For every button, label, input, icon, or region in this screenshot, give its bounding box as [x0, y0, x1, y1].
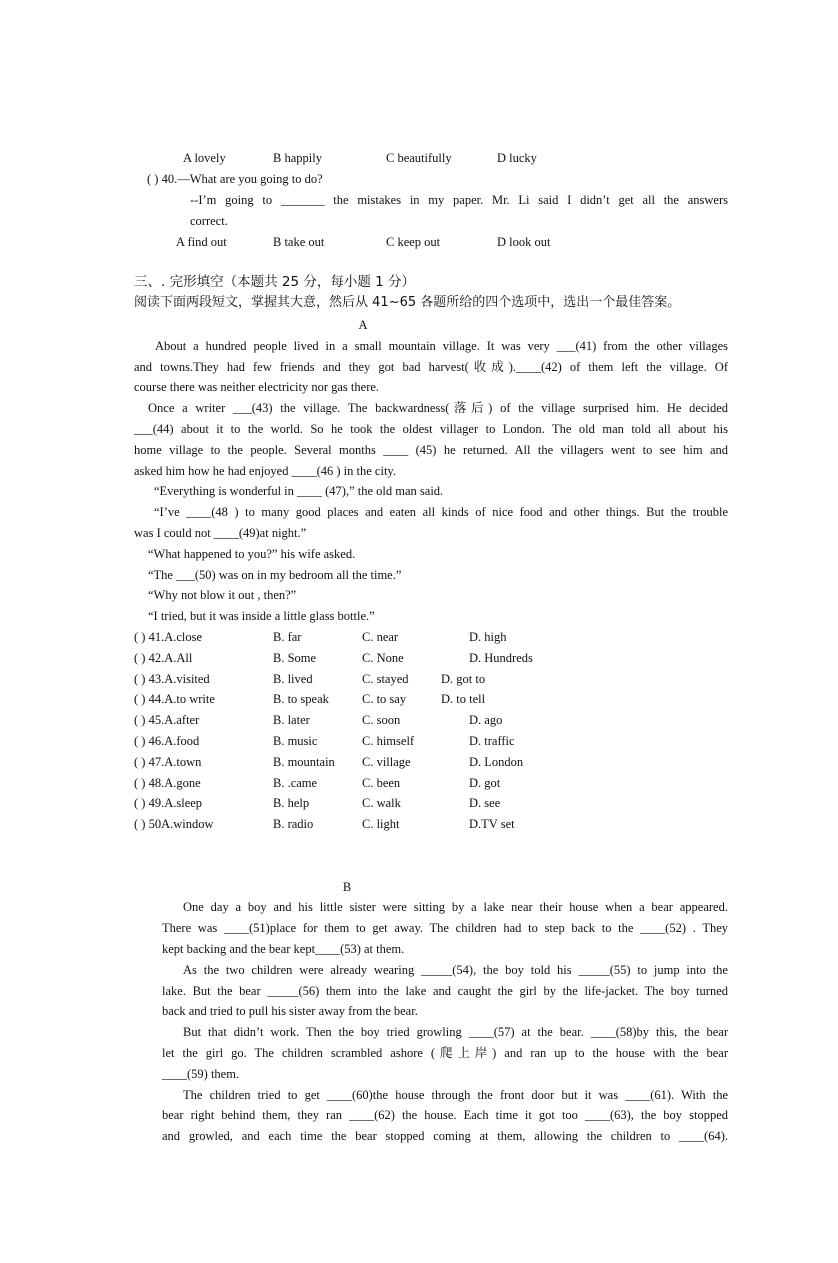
passage-b-line: As the two children were already wearing _____(54), the boy told his _____(55) to jump into the [183, 963, 728, 977]
passage-b-line: kept backing and the bear kept____(53) at them. [162, 942, 405, 956]
option-c: C. None [362, 651, 404, 665]
q39-option-c: C beautifully [386, 151, 452, 165]
question-number: ( ) 43.A.visited [134, 672, 210, 686]
question-number: ( ) 49.A.sleep [134, 796, 203, 810]
option-c: C. been [362, 776, 401, 790]
passage-a-line: home village to the people. Several months ____ (45) he returned. All the villagers went to see him and [134, 443, 728, 457]
question-number: ( ) 45.A.after [134, 713, 200, 727]
passage-a-line: was I could not ____(49)at night.” [134, 526, 307, 540]
option-d: D. Hundreds [469, 651, 533, 665]
q40-option-b: B take out [273, 235, 325, 249]
passage-b-line: One day a boy and his little sister were sitting by a lake near their house when a bear appeared. [183, 900, 728, 914]
question-number: ( ) 50A.window [134, 817, 214, 831]
option-b: B. to speak [273, 692, 329, 706]
passage-a-line: course there was neither electricity nor gas there. [134, 380, 380, 394]
passage-a-line: and towns.They had few friends and they got bad harvest(收成).____(42) of them left the village. Of [134, 360, 728, 374]
option-b: B. help [273, 796, 310, 810]
option-c: C. soon [362, 713, 401, 727]
passage-a-line: “Why not blow it out , then?” [148, 588, 297, 602]
option-b: B. far [273, 630, 302, 644]
option-b: B. mountain [273, 755, 335, 769]
option-b: B. .came [273, 776, 318, 790]
q40-reply-line-2: correct. [190, 214, 228, 228]
passage-b-line: back and tried to pull his sister away from the bear. [162, 1004, 418, 1018]
q39-option-d: D lucky [497, 151, 537, 165]
option-b: B. music [273, 734, 318, 748]
passage-a-label: A [358, 318, 368, 332]
q39-option-a: A lovely [183, 151, 226, 165]
passage-b-line: bear right behind them, they ran ____(62) the house. Each time it got too ____(63), the boy stopped [162, 1108, 728, 1122]
passage-b-line: The children tried to get ____(60)the house through the front door but it was ____(61). With the [183, 1088, 728, 1102]
question-number: ( ) 42.A.All [134, 651, 193, 665]
option-c: C. walk [362, 796, 401, 810]
passage-a-line: “I tried, but it was inside a little glass bottle.” [148, 609, 375, 623]
option-b: B. radio [273, 817, 314, 831]
passage-b-line: ____(59) them. [162, 1067, 240, 1081]
passage-a-line: ___(44) about it to the world. So he took the oldest villager to London. The old man told all about his [134, 422, 728, 436]
q39-option-b: B happily [273, 151, 322, 165]
passage-a-line: About a hundred people lived in a small mountain village. It was very ___(41) from the other villages [155, 339, 728, 353]
option-c: C. himself [362, 734, 415, 748]
option-d: D. got to [441, 672, 486, 686]
passage-b-line: lake. But the bear _____(56) them into the lake and caught the girl by the life-jacket. The boy turned [162, 984, 728, 998]
passage-b-line: let the girl go. The children scrambled ashore (爬上岸) and ran up to the house with the bear [162, 1046, 728, 1060]
q40-stem: ( ) 40.—What are you going to do? [147, 172, 323, 186]
option-b: B. later [273, 713, 310, 727]
passage-a-line: asked him how he had enjoyed ____(46 ) in the city. [134, 464, 396, 478]
question-number: ( ) 46.A.food [134, 734, 200, 748]
option-d: D. see [469, 796, 501, 810]
section-title: 三、. 完形填空（本题共 25 分，每小题 1 分） [134, 274, 416, 290]
option-d: D. traffic [469, 734, 515, 748]
passage-b-line: There was ____(51)place for them to get away. The children had to step back to the ____(52) . They [162, 921, 728, 935]
option-c: C. stayed [362, 672, 409, 686]
passage-b-label: B [342, 880, 352, 894]
passage-a-line: “Everything is wonderful in ____ (47),” the old man said. [154, 484, 444, 498]
q40-reply-line-1: --I’m going to _______ the mistakes in my paper. Mr. Li said I didn’t get all the answers [190, 193, 728, 207]
option-b: B. Some [273, 651, 317, 665]
passage-b-line: and growled, and each time the bear stopped coming at them, allowing the children to ____(64). [162, 1129, 728, 1143]
question-number: ( ) 44.A.to write [134, 692, 215, 706]
passage-a-line: “I’ve ____(48 ) to many good places and eaten all kinds of nice food and other things. But the trouble [154, 505, 728, 519]
question-number: ( ) 41.A.close [134, 630, 203, 644]
q40-option-d: D look out [497, 235, 551, 249]
option-c: C. light [362, 817, 400, 831]
option-c: C. village [362, 755, 411, 769]
option-d: D. London [469, 755, 524, 769]
passage-a-line: “What happened to you?” his wife asked. [148, 547, 356, 561]
q40-option-c: C keep out [386, 235, 441, 249]
question-number: ( ) 47.A.town [134, 755, 202, 769]
passage-a-line: “The ___(50) was on in my bedroom all the time.” [148, 568, 402, 582]
passage-b-line: But that didn’t work. Then the boy tried growling ____(57) at the bear. ____(58)by this, the bear [183, 1025, 728, 1039]
option-d: D. high [469, 630, 507, 644]
option-d: D.TV set [469, 817, 515, 831]
option-d: D. got [469, 776, 501, 790]
question-number: ( ) 48.A.gone [134, 776, 201, 790]
passage-a-line: Once a writer ___(43) the village. The backwardness(落后) of the village surprised him. He decided [148, 401, 728, 415]
option-c: C. to say [362, 692, 407, 706]
option-b: B. lived [273, 672, 313, 686]
section-instruction: 阅读下面两段短文，掌握其大意，然后从 41~65 各题所给的四个选项中，选出一个最佳答案。 [134, 295, 681, 310]
option-c: C. near [362, 630, 399, 644]
q40-option-a: A find out [176, 235, 227, 249]
option-d: D. ago [469, 713, 503, 727]
option-d: D. to tell [441, 692, 486, 706]
